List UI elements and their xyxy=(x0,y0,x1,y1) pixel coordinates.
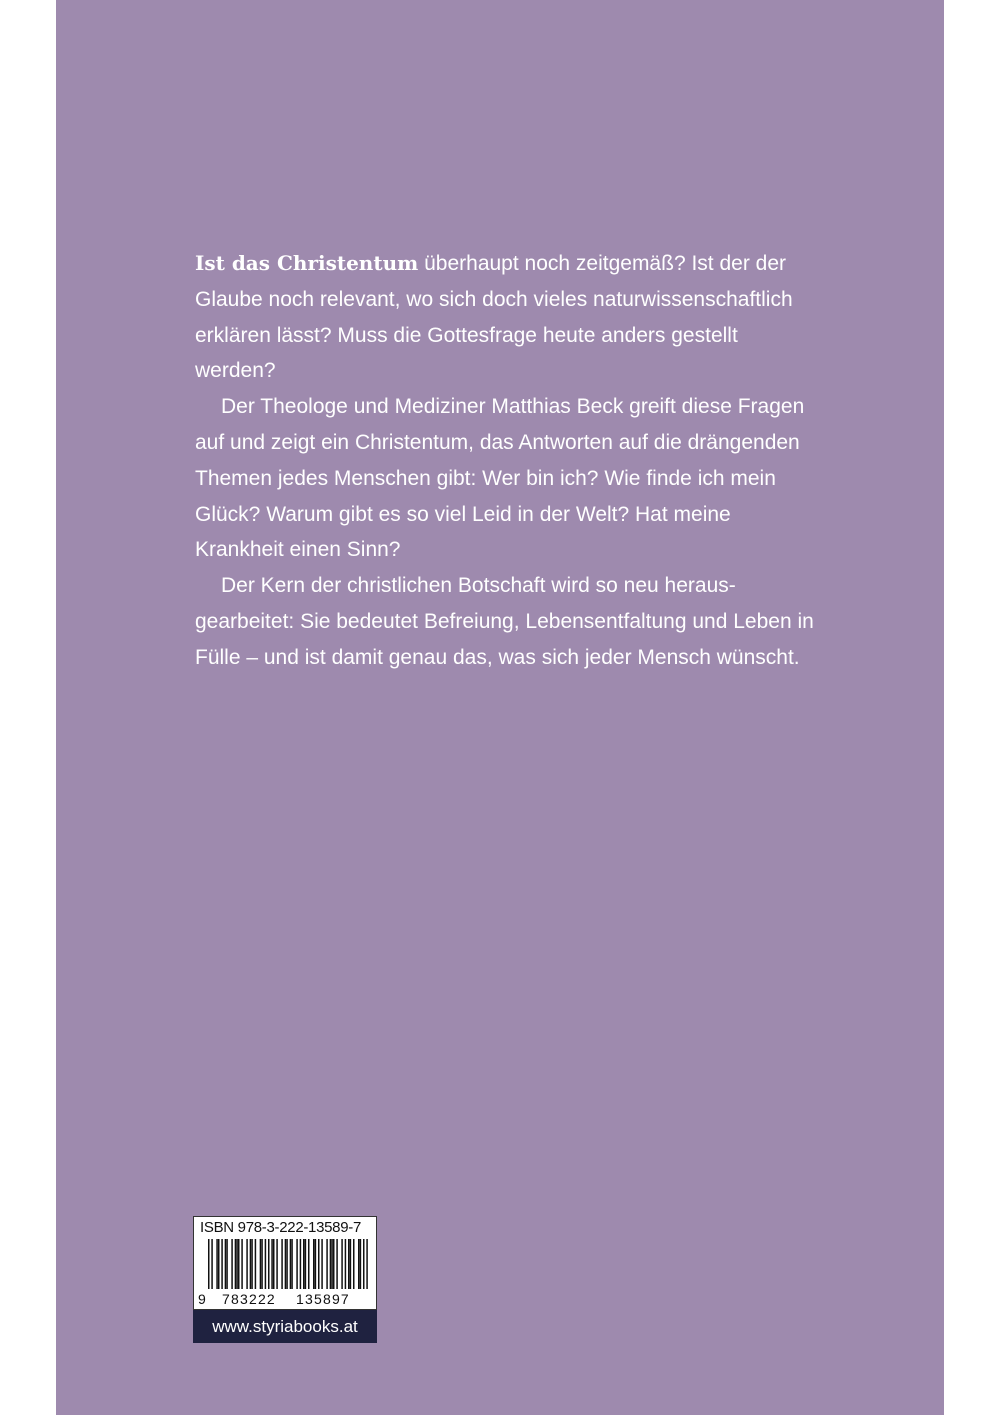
barcode-bar xyxy=(296,1239,298,1289)
barcode-bar xyxy=(271,1239,273,1289)
barcode-bar xyxy=(291,1239,293,1289)
barcode-bar xyxy=(225,1239,227,1289)
barcode-bar xyxy=(260,1239,262,1289)
back-cover xyxy=(56,0,944,1415)
barcode-bars xyxy=(208,1239,368,1289)
barcode-bar xyxy=(330,1239,332,1289)
barcode-bar xyxy=(208,1239,210,1289)
barcode-bar xyxy=(353,1239,355,1289)
blurb-lead-title: Ist das Christentum xyxy=(195,251,419,275)
blurb-paragraph-2: Der Theologe und Mediziner Matthias Beck greift diese Fragen auf und zeigt ein Christentum, das Antworten auf die drängenden Themen jedes Menschen gibt: Wer bin ich? Wie finde ich mein Glück? Warum gibt es so viel Leid in der Welt? Hat meine Krankheit einen Sinn? xyxy=(195,395,805,562)
barcode-bar xyxy=(363,1239,365,1289)
barcode-bar xyxy=(218,1239,220,1289)
barcode-bar xyxy=(265,1239,267,1289)
barcode-bar xyxy=(261,1239,263,1289)
barcode-bar xyxy=(286,1239,288,1289)
blurb-paragraph-1 xyxy=(195,246,820,389)
barcode-bar xyxy=(273,1239,275,1289)
barcode-digits-left: 783222 xyxy=(222,1291,276,1307)
barcode-bar xyxy=(216,1239,218,1289)
barcode-bar xyxy=(366,1239,368,1289)
barcode-bar xyxy=(326,1239,328,1289)
barcode-bar xyxy=(241,1239,243,1289)
barcode-bar xyxy=(231,1239,233,1289)
barcode-bar xyxy=(290,1239,292,1289)
publisher-website: www.styriabooks.at xyxy=(193,1310,377,1343)
barcode-bar xyxy=(341,1239,343,1289)
barcode-digits-right: 135897 xyxy=(296,1291,350,1307)
barcode-bar xyxy=(315,1239,317,1289)
barcode-bar xyxy=(235,1239,237,1289)
blurb-paragraph-1-text: überhaupt noch zeitgemäß? Ist der der Glaube noch relevant, wo sich doch vieles naturwissenschaftlich erklären lässt? Muss die Gottesfrage heute anders gestellt werden? xyxy=(195,252,793,383)
barcode-bar xyxy=(348,1239,350,1289)
barcode-bar xyxy=(360,1239,362,1289)
barcode-bar xyxy=(251,1239,253,1289)
barcode-bar xyxy=(308,1239,310,1289)
barcode-bar xyxy=(236,1239,238,1289)
barcode-bar xyxy=(318,1239,320,1289)
barcode-bar xyxy=(246,1239,248,1289)
barcode-bar xyxy=(285,1239,287,1289)
barcode-bar xyxy=(300,1239,302,1289)
barcode-bar xyxy=(238,1239,240,1289)
barcode-bar xyxy=(276,1239,278,1289)
barcode-bar xyxy=(221,1239,223,1289)
barcode-bar xyxy=(331,1239,333,1289)
barcode-bar xyxy=(321,1239,323,1289)
barcode-bar xyxy=(250,1239,252,1289)
barcode-bar xyxy=(350,1239,352,1289)
isbn-number: ISBN 978-3-222-13589-7 xyxy=(200,1219,362,1236)
barcode-bar xyxy=(313,1239,315,1289)
barcode-bar xyxy=(358,1239,360,1289)
barcode-bar xyxy=(268,1239,270,1289)
barcode-digit-first: 9 xyxy=(198,1291,206,1307)
barcode-bar xyxy=(305,1239,307,1289)
blurb-text xyxy=(195,246,820,676)
blurb-paragraph-3: Der Kern der christlichen Botschaft wird so neu herausgearbeitet: Sie bedeutet Befreiung, Lebensentfaltung und Leben in Fülle – und ist damit genau das, was sich jeder Mensch wünscht. xyxy=(195,574,814,669)
barcode-bar xyxy=(255,1239,256,1289)
barcode-bar xyxy=(226,1239,228,1289)
barcode-bar xyxy=(333,1239,335,1289)
isbn-barcode xyxy=(193,1216,377,1310)
barcode-bar xyxy=(211,1239,213,1289)
barcode-bar xyxy=(303,1239,305,1289)
barcode-bar xyxy=(336,1239,338,1289)
barcode-bar xyxy=(345,1239,347,1289)
barcode-bar xyxy=(281,1239,283,1289)
